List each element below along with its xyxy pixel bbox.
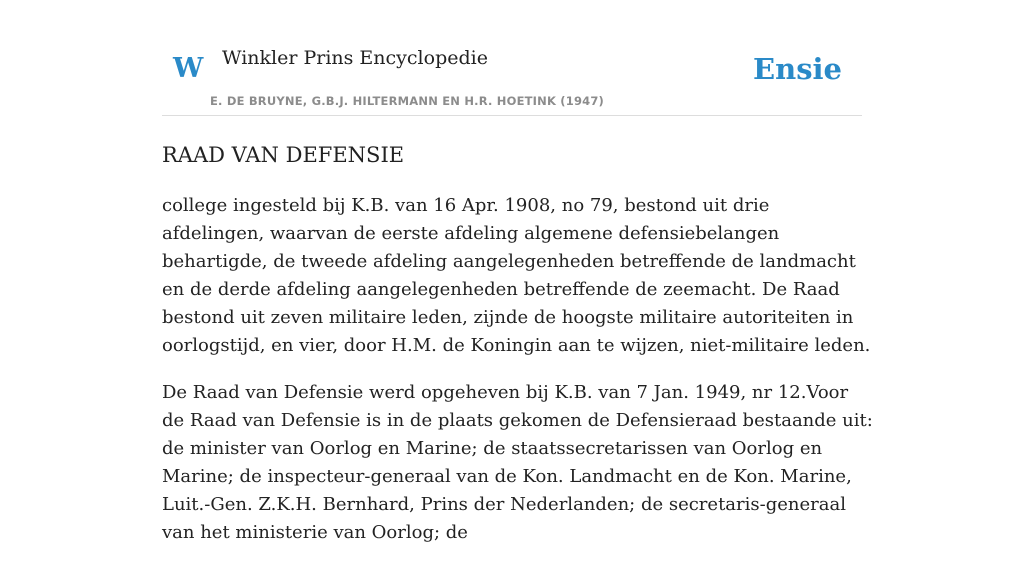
publication-title[interactable]: Winkler Prins Encyclopedie xyxy=(222,47,488,69)
article-paragraph: college ingesteld bij K.B. van 16 Apr. 1908, no 79, bestond uit drie afdelingen, waarvan de eerste afdeling algemene defensiebelangen behartigde, de tweede afdeling aangelegenheden betreffende de landmacht en de derde afdeling aangelegenheden betreffende de zeemacht. De Raad bestond uit zeven militaire leden, zijnde de hoogste militaire autoriteiten in oorlogstijd, en vier, door H.M. de Koningin aan te wijzen, niet-militaire leden. xyxy=(162,195,871,356)
article-body xyxy=(162,192,874,566)
header xyxy=(162,40,862,116)
article-title: RAAD VAN DEFENSIE xyxy=(162,143,405,167)
publication-authors: E. DE BRUYNE, G.B.J. HILTERMANN EN H.R. HOETINK (1947) xyxy=(210,94,605,108)
ensie-logo[interactable]: Ensie xyxy=(753,52,842,86)
article-paragraph: De Raad van Defensie werd opgeheven bij K.B. van 7 Jan. 1949, nr 12.Voor de Raad van Defensie is in de plaats gekomen de Defensieraad bestaande uit: de minister van Oorlog en Marine; de staatssecretarissen van Oorlog en Marine; de inspecteur-generaal van de Kon. Landmacht en de Kon. Marine, Luit.-Gen. Z.K.H. Bernhard, Prins der Nederlanden; de secretaris-generaal van het ministerie van Oorlog; de xyxy=(162,382,873,543)
winkler-prins-logo[interactable]: W xyxy=(173,53,204,84)
